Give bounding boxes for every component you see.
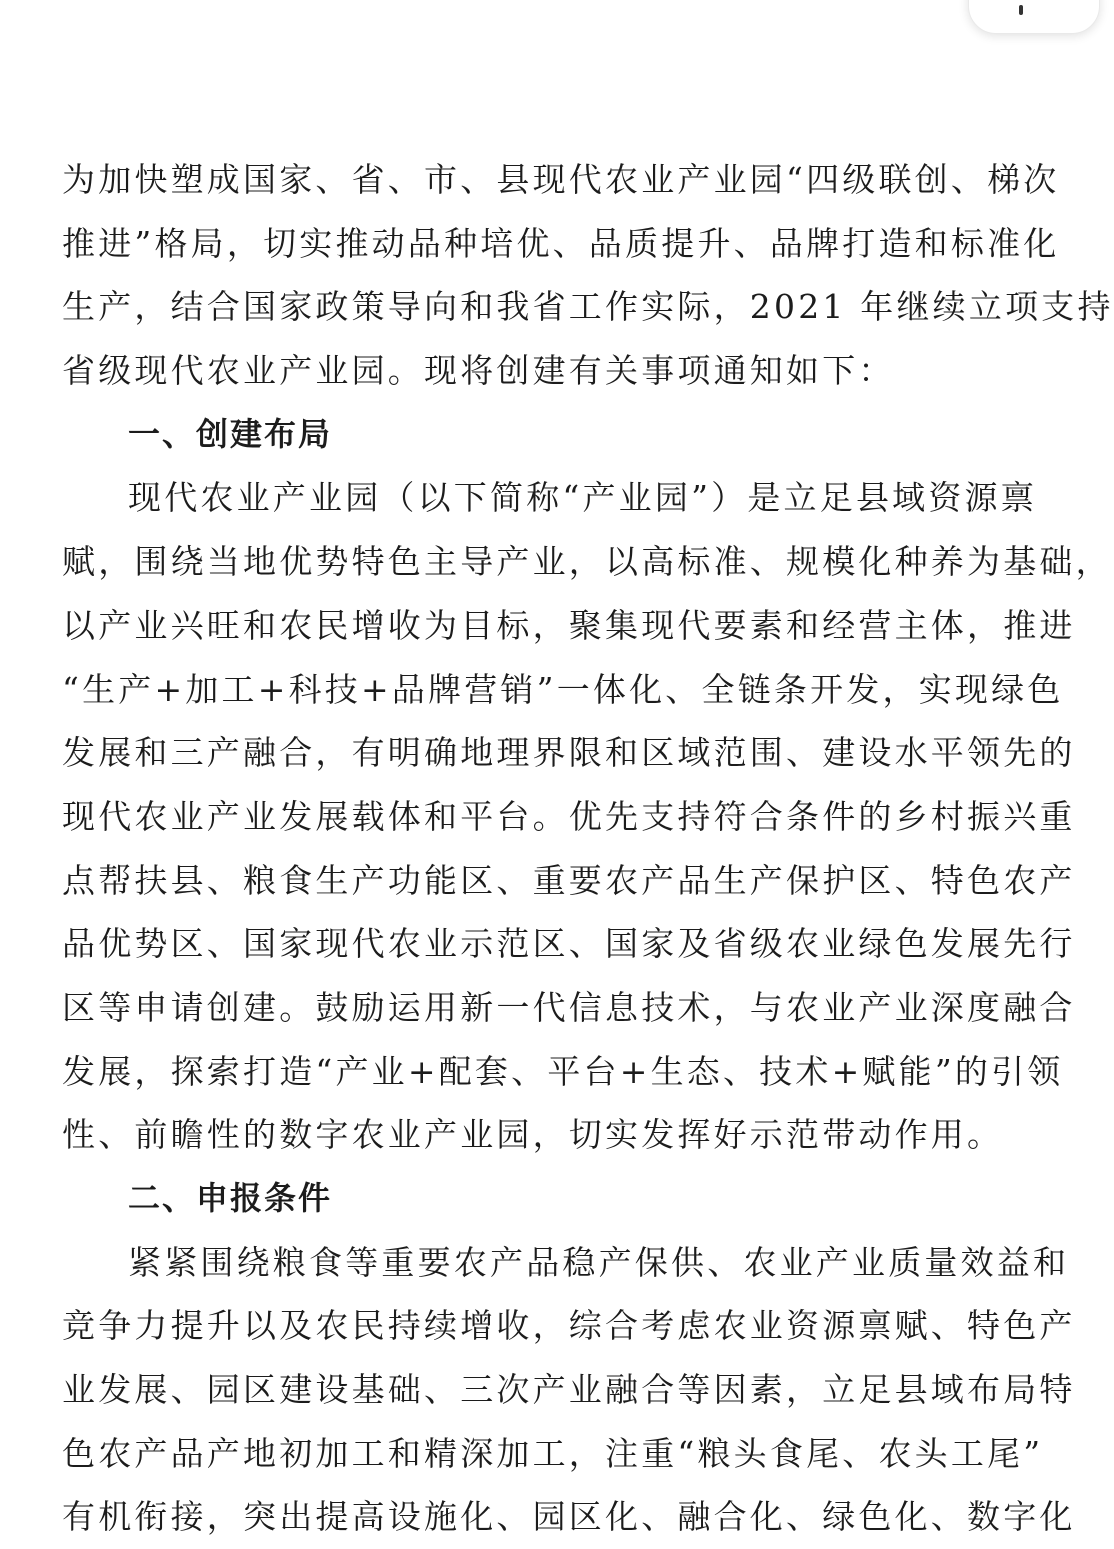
text-line: 生产，结合国家政策导向和我省工作实际，2021 年继续立项支持 [62,287,1114,327]
text-line: 为加快塑成国家、省、市、县现代农业产业园“四级联创、梯次 [62,160,1060,199]
section-heading-layout: 一、创建布局 [128,414,333,453]
text-line: 紧紧围绕粮食等重要农产品稳产保供、农业产业质量效益和 [128,1242,1070,1282]
text-line: 现代农业产业发展载体和平台。优先支持符合条件的乡村振兴重 [62,796,1076,836]
text-line: 点帮扶县、粮食生产功能区、重要农产品生产保护区、特色农产 [62,860,1076,900]
layout-paragraph [62,466,1112,1167]
text-line: 业发展、园区建设基础、三次产业融合等因素，立足县域布局特 [62,1370,1076,1410]
text-line: 以产业兴旺和农民增收为目标，聚集现代要素和经营主体，推进 [62,605,1076,645]
text-line: 发展，探索打造“产业+配套、平台+生态、技术+赋能”的引领 [62,1051,1064,1091]
menu-icon [1019,5,1023,15]
text-line: 区等申请创建。鼓励运用新一代信息技术，与农业产业深度融合 [62,987,1076,1027]
text-line: 品优势区、国家现代农业示范区、国家及省级农业绿色发展先行 [62,924,1076,964]
text-line: 推进”格局，切实推动品种培优、品质提升、品牌打造和标准化 [62,223,1060,263]
text-line: 竞争力提升以及农民持续增收，综合考虑农业资源禀赋、特色产 [62,1306,1076,1346]
text-line: 性、前瞻性的数字农业产业园，切实发挥好示范带动作用。 [62,1115,1004,1155]
text-line: 赋，围绕当地优势特色主导产业，以高标准、规模化种养为基础， [62,542,1112,582]
text-line: 发展和三产融合，有明确地理界限和区域范围、建设水平领先的 [62,733,1076,773]
text-line: 有机衔接，突出提高设施化、园区化、融合化、绿色化、数字化 [62,1497,1076,1537]
text-line: 省级现代农业产业园。现将创建有关事项通知如下： [62,351,895,391]
text-line: 色农产品产地初加工和精深加工，注重“粮头食尾、农头工尾” [62,1433,1044,1473]
requirements-paragraph [62,1231,1076,1549]
section-heading-requirements: 二、申报条件 [128,1179,333,1217]
document-body [62,148,1114,1549]
text-line: “生产+加工+科技+品牌营销”一体化、全链条开发，实现绿色 [62,669,1064,709]
floating-action-button[interactable] [968,0,1100,34]
intro-paragraph [62,148,1114,403]
text-line: 现代农业产业园（以下简称“产业园”）是立足县域资源禀 [128,478,1037,518]
